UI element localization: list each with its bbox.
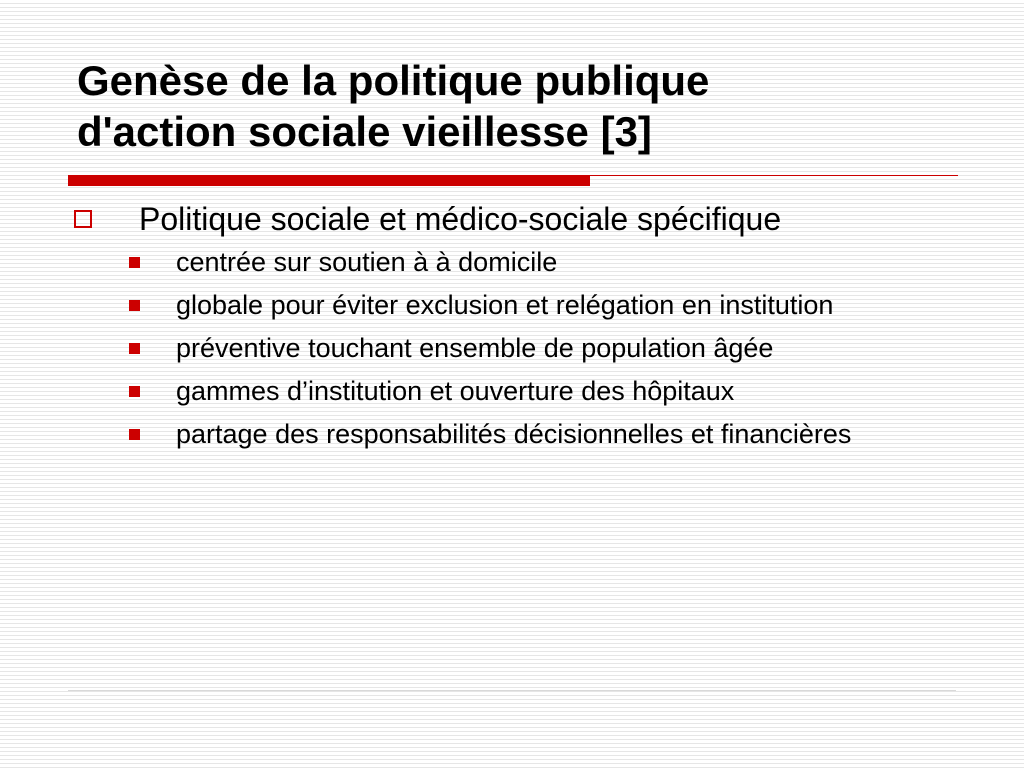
solid-square-bullet-icon [129,300,140,311]
sub-bullet-item [70,289,970,321]
slide-title [77,55,957,157]
slide-title-line-2: d'action sociale vieillesse [3] [77,108,652,155]
solid-square-bullet-icon [129,386,140,397]
sub-bullet-text: préventive touchant ensemble de population âgée [176,333,774,363]
sub-bullet-text: centrée sur soutien à à domicile [176,247,558,277]
main-bullet-point [70,200,970,238]
slide-title-line-1: Genèse de la politique publique [77,57,710,104]
solid-square-bullet-icon [129,343,140,354]
solid-square-bullet-icon [129,429,140,440]
title-underline-thin [590,175,958,176]
sub-bullet-item [70,246,970,278]
sub-bullet-text: gammes d’institution et ouverture des hôpitaux [176,376,735,406]
title-underline-thick [68,175,590,186]
solid-square-bullet-icon [129,257,140,268]
slide-body [70,200,970,461]
hollow-square-bullet-icon [74,210,92,228]
sub-bullet-text: partage des responsabilités décisionnelles et financières [176,419,852,449]
main-bullet-text: Politique sociale et médico-sociale spécifique [139,201,782,237]
title-underline [68,175,958,189]
sub-bullet-list [70,246,970,450]
footer-divider [68,690,956,691]
sub-bullet-text: globale pour éviter exclusion et relégation en institution [176,290,834,320]
sub-bullet-item [70,418,970,450]
sub-bullet-item [70,375,970,407]
sub-bullet-item [70,332,970,364]
